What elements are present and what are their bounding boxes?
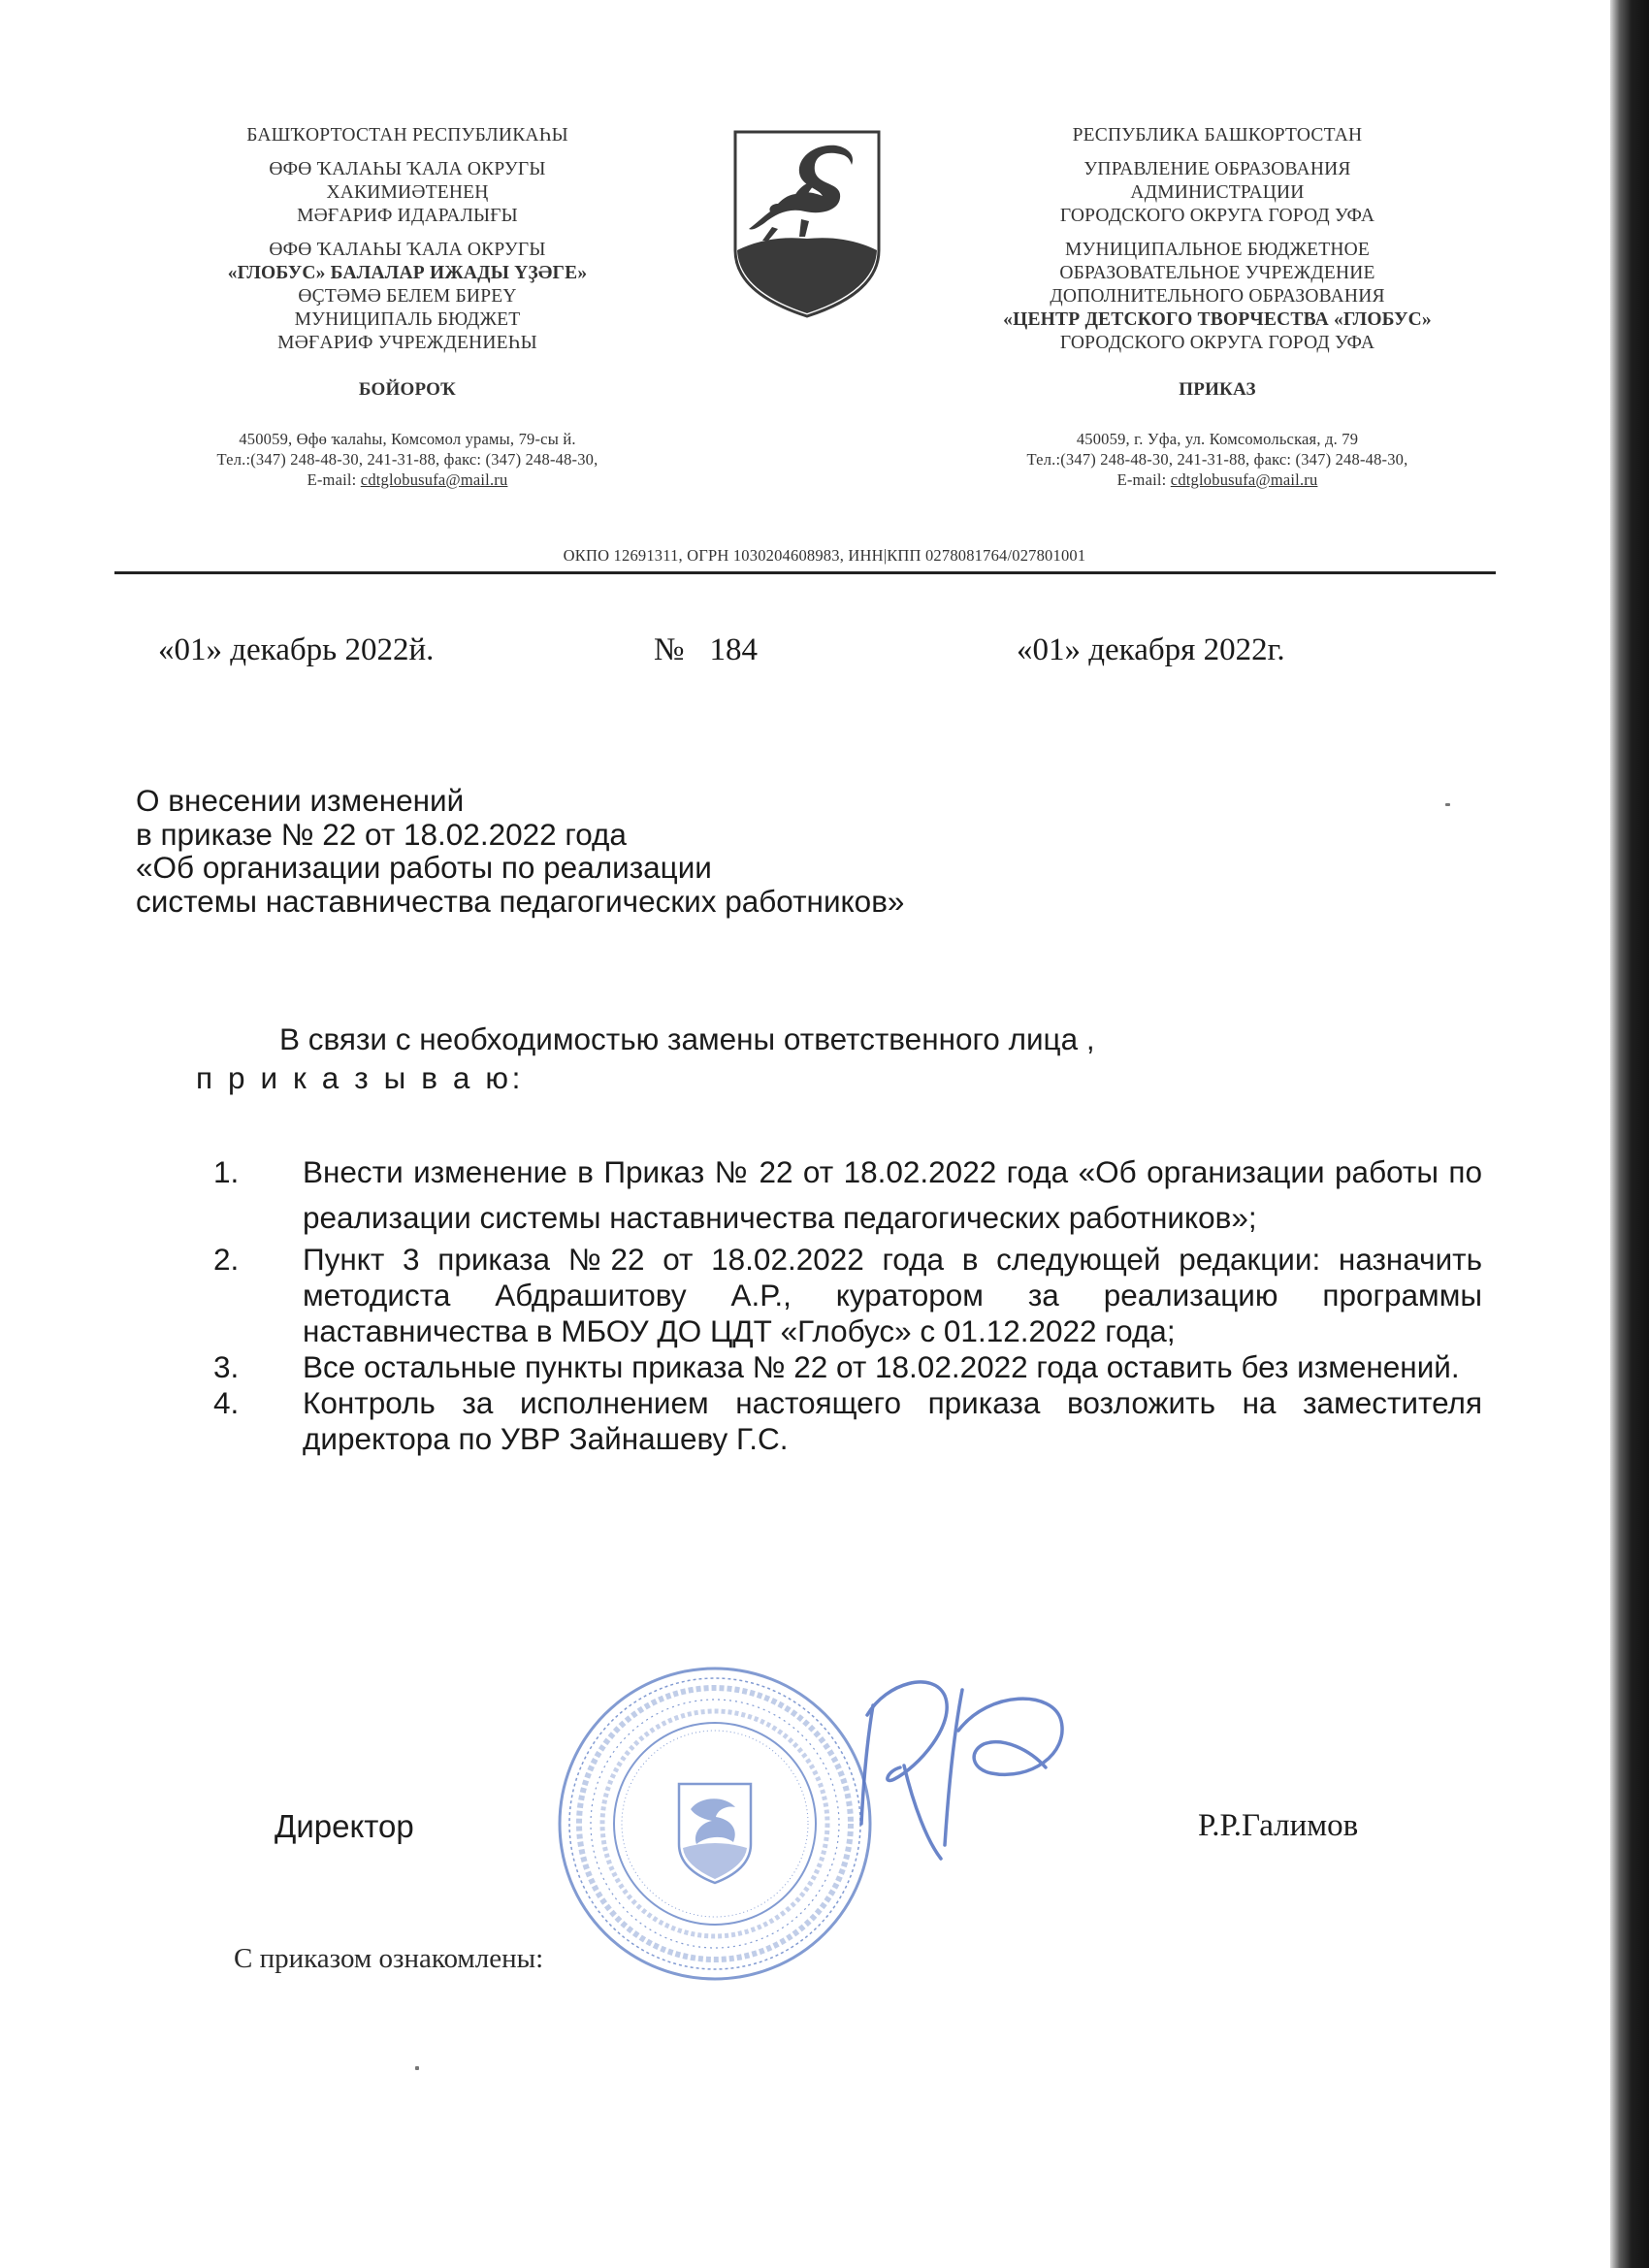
header-line: ӨФӨ ҠАЛАҺЫ ҠАЛА ОКРУГЫ: [269, 240, 546, 260]
list-item: [213, 1242, 1482, 1349]
address-bashkir: 450059, Өфө ҡалаһы, Комсомол урамы, 79-сы й.: [239, 430, 576, 448]
header-divider: [114, 571, 1496, 574]
header-bashkir: [175, 124, 640, 490]
director-label: Директор: [275, 1808, 414, 1844]
number-sign: №: [654, 632, 685, 667]
header-line: РЕСПУБЛИКА БАШКОРТОСТАН: [1072, 125, 1363, 146]
header-line: ӨҪТӘМӘ БЕЛЕМ БИРЕҮ: [298, 286, 517, 307]
header-line: ӨФӨ ҠАЛАҺЫ ҠАЛА ОКРУГЫ: [269, 159, 546, 179]
header-line: ОБРАЗОВАТЕЛЬНОЕ УЧРЕЖДЕНИЕ: [1059, 263, 1375, 283]
doc-title-russian: ПРИКАЗ: [1179, 379, 1256, 400]
header-line-org: «ЦЕНТР ДЕТСКОГО ТВОРЧЕСТВА «ГЛОБУС»: [1003, 309, 1432, 330]
header-line: МӘҒАРИФ УЧРЕЖДЕНИЕҺЫ: [277, 333, 537, 353]
item-text: Внести изменение в Приказ № 22 от 18.02.2022 года «Об организации работы по реализации системы наставничества педагогических работников»;: [303, 1154, 1482, 1235]
item-text: Контроль за исполнением настоящего приказа возложить на заместителя директора по УВР Зайнашеву Г.С.: [303, 1385, 1482, 1456]
order-subject: [136, 784, 904, 918]
email-line-russian: [941, 470, 1494, 490]
header-line: ХАКИМИӘТЕНЕҢ: [326, 182, 489, 203]
item-number: 3.: [213, 1349, 240, 1384]
header-line: АДМИНИСТРАЦИИ: [1130, 182, 1305, 203]
header-line: МУНИЦИПАЛЬНОЕ БЮДЖЕТНОЕ: [1064, 240, 1371, 260]
handwritten-signature: [836, 1661, 1074, 1869]
header-line: ГОРОДСКОГО ОКРУГА ГОРОД УФА: [1059, 333, 1375, 353]
email-label: E-mail:: [307, 470, 361, 489]
item-number: 2.: [213, 1242, 240, 1277]
list-item: [213, 1150, 1482, 1241]
scan-edge-strip: [1610, 0, 1649, 2268]
scan-speck: [1445, 803, 1450, 806]
scan-speck: [415, 2066, 419, 2070]
order-number: [654, 632, 758, 668]
list-item: [213, 1349, 1482, 1385]
item-text: Все остальные пункты приказа № 22 от 18.02.2022 года оставить без изменений.: [303, 1349, 1460, 1384]
header-line: МУНИЦИПАЛЬ БЮДЖЕТ: [294, 309, 521, 330]
order-items: [213, 1150, 1482, 1457]
subject-line: системы наставничества педагогических работников»: [136, 883, 905, 919]
order-number-value: 184: [709, 632, 758, 667]
email-link[interactable]: cdtglobusufa@mail.ru: [1170, 470, 1318, 489]
header-line: МӘҒАРИФ ИДАРАЛЫҒЫ: [297, 206, 518, 226]
subject-line: О внесении изменений: [136, 783, 465, 818]
header-line: ДОПОЛНИТЕЛЬНОГО ОБРАЗОВАНИЯ: [1050, 286, 1385, 307]
email-link[interactable]: cdtglobusufa@mail.ru: [360, 470, 508, 489]
subject-line: «Об организации работы по реализации: [136, 850, 712, 885]
header-line: ГОРОДСКОГО ОКРУГА ГОРОД УФА: [1059, 206, 1375, 226]
date-russian: «01» декабря 2022г.: [1017, 632, 1285, 667]
director-name: Р.Р.Галимов: [1198, 1808, 1359, 1843]
phones-russian: Тел.:(347) 248-48-30, 241-31-88, факс: (347) 248-48-30,: [1026, 450, 1408, 469]
item-number: 1.: [213, 1154, 240, 1189]
header-line-org: «ГЛОБУС» БАЛАЛАР ИЖАДЫ ҮҘӘГЕ»: [227, 263, 588, 283]
header-russian: [941, 124, 1494, 490]
item-text: Пункт 3 приказа №22 от 18.02.2022 года в следующей редакции: назначить методиста Абдрашитову А.Р., куратором за реализацию программы наставничества в МБОУ ДО ЦДТ «Глобус» с 01.12.2022 года;: [303, 1242, 1482, 1348]
ufa-coat-of-arms-marten-icon: [729, 126, 885, 320]
subject-line: в приказе № 22 от 18.02.2022 года: [136, 816, 627, 852]
address-russian: 450059, г. Уфа, ул. Комсомольская, д. 79: [1076, 430, 1359, 448]
doc-title-bashkir: БОЙОРОҠ: [358, 379, 457, 400]
acquainted-label: С приказом ознакомлены:: [234, 1943, 544, 1974]
item-number: 4.: [213, 1385, 240, 1420]
header-line: УПРАВЛЕНИЕ ОБРАЗОВАНИЯ: [1083, 159, 1351, 179]
decree-word: п р и к а з ы в а ю:: [196, 1060, 524, 1095]
date-bashkir: «01» декабрь 2022й.: [158, 632, 435, 667]
list-item: [213, 1385, 1482, 1457]
intro-paragraph: В связи с необходимостью замены ответственного лица ,: [279, 1021, 1095, 1056]
phones-bashkir: Тел.:(347) 248-48-30, 241-31-88, факс: (347) 248-48-30,: [216, 450, 598, 469]
header-line: БАШҠОРТОСТАН РЕСПУБЛИКАҺЫ: [246, 125, 568, 146]
email-line-bashkir: [175, 470, 640, 490]
registry-codes: ОКПО 12691311, ОГРН 1030204608983, ИНН|КПП 0278081764/027801001: [563, 546, 1086, 565]
email-label: E-mail:: [1116, 470, 1171, 489]
round-seal-stamp: [555, 1664, 875, 1984]
